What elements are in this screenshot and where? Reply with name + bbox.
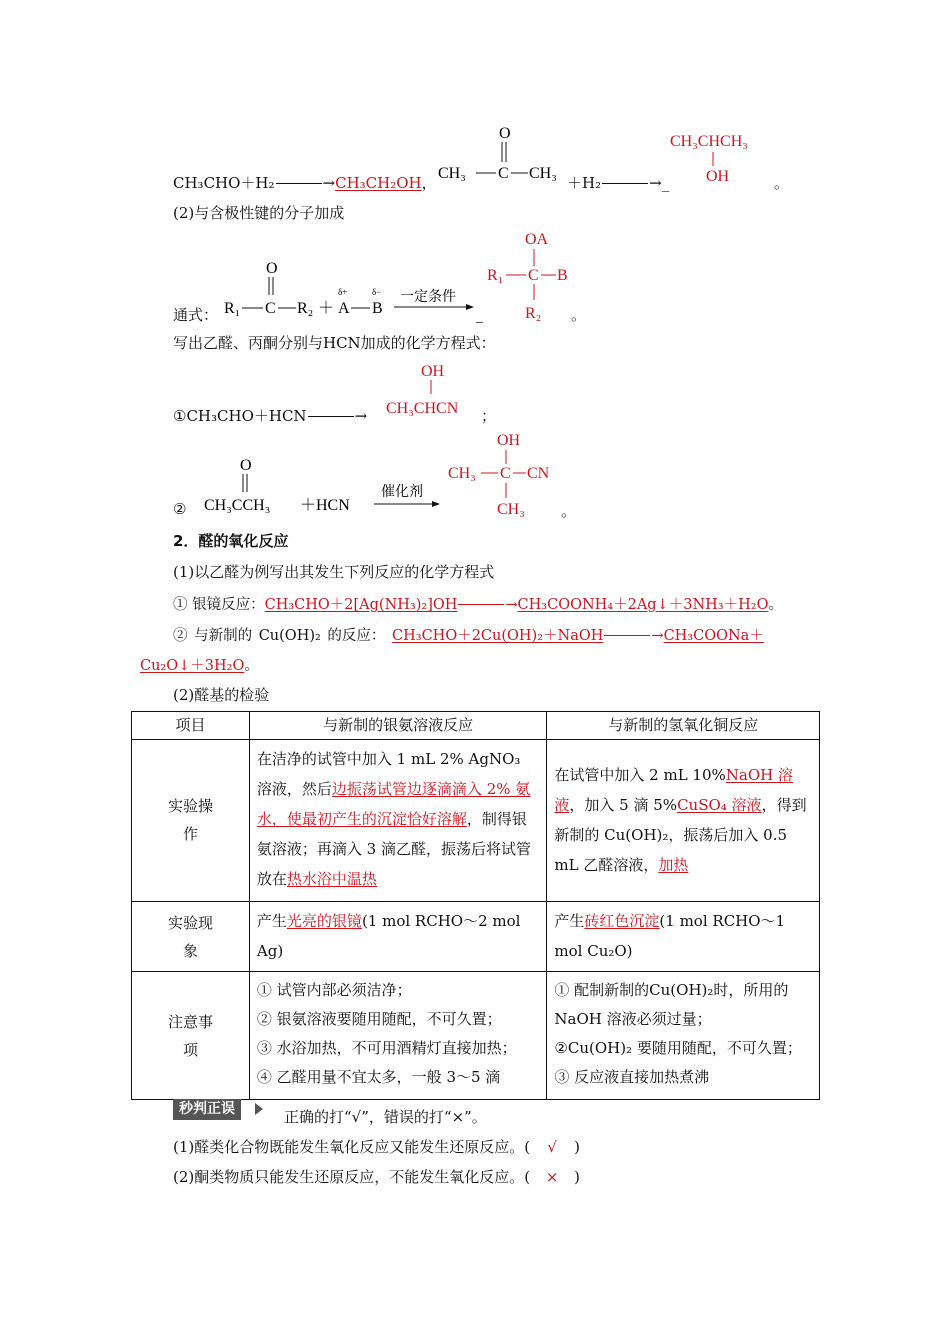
copper-phenomenon — [547, 901, 820, 971]
header-item: 项目 — [132, 712, 250, 740]
text: ，加入 5 滴 5% — [569, 796, 678, 815]
section-title: 2．醛的氧化反应 — [173, 532, 289, 550]
product-carbon: C — [528, 267, 539, 284]
cyanohydrin-b — [446, 428, 561, 520]
reaction-arrow — [602, 183, 648, 184]
table-header-row — [132, 712, 820, 740]
eq-a-product: CH₃CHCN — [386, 400, 459, 417]
eq-b-num: ② — [173, 500, 187, 518]
reaction-arrow — [458, 604, 504, 605]
judge-q1 — [173, 1136, 580, 1157]
reaction-arrow — [276, 183, 322, 184]
period: 。 — [561, 502, 577, 520]
text: (1 mol RCHO～2 mol Ag) — [256, 911, 521, 960]
product-r2: R₂ — [525, 305, 542, 322]
silver-eq-left: CH₃CHO＋2[Ag(NH₃)₂]OH — [264, 597, 458, 613]
answer-top: CH₃CHCH₃ — [670, 133, 748, 150]
reaction-arrow — [308, 416, 354, 417]
product-b: B — [557, 267, 568, 284]
copper-procedure — [547, 739, 820, 901]
ketone-oxygen: O — [499, 125, 511, 142]
text: 产生 — [256, 911, 287, 930]
answer-text: 热水浴中温热 — [286, 869, 377, 888]
answer-text: CuSO₄ 溶液 — [677, 796, 762, 815]
ketone-carbon: C — [498, 165, 509, 182]
note-item: ③ 反应液直接加热煮沸 — [554, 1068, 710, 1087]
isopropanol-answer — [668, 124, 788, 194]
general-label: 通式： — [173, 306, 219, 324]
ketone-right-ch3: CH₃ — [529, 165, 557, 182]
section-heading: (2)与含极性键的分子加成 — [173, 204, 345, 222]
answer-text: 边振荡试管边逐滴滴入 2% 氨水，使最初产生的沉淀恰好溶解 — [256, 779, 531, 828]
cu-eq-right: CH₃COONa＋ — [663, 628, 764, 644]
judge-q2 — [173, 1166, 580, 1187]
text: (1 mol RCHO～1 mol Cu₂O) — [554, 911, 786, 960]
comma: ， — [421, 174, 437, 192]
table-row — [132, 972, 820, 1100]
note-item: ① 试管内部必须洁净； — [256, 981, 412, 1000]
close-paren: ) — [574, 1138, 580, 1156]
eq1-left: CH₃CHO＋H₂ — [173, 174, 275, 192]
note-item: ③ 水浴加热，不可用酒精灯直接加热； — [256, 1039, 517, 1058]
silver-phenomenon — [249, 901, 546, 971]
eq-a-oh: OH — [421, 363, 445, 380]
cu-label: ② 与新制的 Cu(OH)₂ 的反应： — [173, 628, 386, 644]
text: ，得到新制的 Cu(OH)₂，振荡后加入 0.5 mL 乙醛溶液， — [554, 796, 807, 875]
cyanohydrin-a — [384, 358, 494, 422]
atom-a: A — [338, 300, 350, 317]
general-product — [484, 228, 587, 328]
acetone-hcn — [200, 452, 450, 522]
eq2-line: ＋H₂ →_ — [567, 174, 670, 192]
product-oa: OA — [525, 231, 549, 248]
row-label: 注意事项 — [132, 972, 250, 1100]
silver-procedure — [249, 739, 546, 901]
close-paren: ) — [574, 1168, 580, 1186]
eq1-answer: CH₃CH₂OH — [335, 174, 422, 192]
r2: R₂ — [297, 300, 314, 317]
period: 。 — [244, 658, 259, 674]
acetone-structure — [436, 122, 586, 202]
hcn-intro: 写出乙醛、丙酮分别与HCN加成的化学方程式： — [173, 334, 496, 352]
eq-b-ketone: CH₃CCH₃ — [204, 497, 271, 514]
text: 在洁净的试管中加入 1 mL 2% AgNO₃ 溶液，然后 — [256, 749, 521, 798]
answer-oh: OH — [706, 168, 730, 185]
cu-eq-line2: Cu₂O↓＋3H₂O — [140, 658, 245, 674]
period: 。 — [571, 306, 587, 324]
eq-b-ch3-left: CH₃ — [448, 465, 476, 482]
q1-answer: √ — [547, 1138, 557, 1156]
catalyst-label: 催化剂 — [381, 485, 423, 500]
svg-text:_: _ — [476, 310, 483, 325]
eq-b-ch3-bottom: CH₃ — [497, 501, 525, 518]
atom-b: B — [372, 300, 383, 317]
answer-text: 光亮的银镜 — [286, 911, 362, 930]
text: ，制得银氨溶液；再滴入 3 滴乙醛，振荡后将试管放在 — [256, 809, 531, 888]
cu-reaction-line2 — [140, 654, 259, 675]
header-copper: 与新制的氢氧化铜反应 — [547, 712, 820, 740]
note-item: ④ 乙醛用量不宜太多，一般 3～5 滴 — [256, 1068, 501, 1087]
q2-text: (2)酮类物质只能发生还原反应，不能发生氧化反应。( — [173, 1168, 531, 1186]
eq-b-oxygen: O — [240, 457, 252, 474]
eq-b-cn: CN — [527, 465, 550, 482]
eq-b-plus-hcn: ＋HCN — [300, 497, 350, 514]
header-silver: 与新制的银氨溶液反应 — [249, 712, 546, 740]
silver-eq-right: CH₃COONH₄＋2Ag↓＋3NH₃＋H₂O — [517, 597, 769, 613]
svg-text:＋: ＋ — [318, 300, 335, 317]
ketone-plus-h2: ＋H₂ — [567, 174, 602, 192]
aldehyde-test-table — [131, 711, 820, 1100]
sub-heading-1: (1)以乙醛为例写出其发生下列反应的化学方程式 — [173, 563, 495, 581]
carbonyl-carbon: C — [265, 300, 276, 317]
silver-notes — [249, 972, 546, 1100]
cu-reaction-line: ② 与新制的 Cu(OH)₂ 的反应： CH₃CHO＋2Cu(OH)₂＋NaOH →CH₃COONa＋ — [173, 628, 764, 644]
q2-answer: × — [545, 1168, 559, 1186]
hcn-eq-a: ①CH₃CHO＋HCN → — [173, 407, 368, 425]
note-item: ②Cu(OH)₂ 要随用随配，不可久置； — [554, 1039, 802, 1058]
carbonyl-oxygen: O — [266, 260, 278, 277]
silver-label: ① 银镜反应： — [173, 597, 265, 613]
semicolon: ； — [481, 407, 497, 425]
eq1-line: CH₃CHO＋H₂ →CH₃CH₂OH， — [173, 174, 437, 192]
eq-a-left: ①CH₃CHO＋HCN — [173, 407, 307, 425]
q1-text: (1)醛类化合物既能发生氧化反应又能发生还原反应。( — [173, 1138, 531, 1156]
delta-plus: δ+ — [338, 287, 348, 297]
r1: R₁ — [224, 300, 241, 317]
product-r1: R₁ — [487, 267, 504, 284]
answer-text: 砖红色沉淀 — [584, 911, 660, 930]
eq-b-oh: OH — [497, 432, 521, 449]
text: 产生 — [554, 911, 585, 930]
text: 在试管中加入 2 mL 10% — [554, 766, 726, 785]
sub-heading-2: (2)醛基的检验 — [173, 686, 270, 704]
judge-instruction: 正确的打“√”，错误的打“×”。 — [284, 1108, 487, 1126]
ketone-left-ch3: CH₃ — [438, 165, 466, 182]
copper-notes — [547, 972, 820, 1100]
answer-text: 加热 — [658, 856, 689, 875]
delta-minus: δ− — [372, 287, 382, 297]
note-item: ① 配制新制的Cu(OH)₂时，所用的 NaOH 溶液必须过量； — [554, 981, 789, 1029]
judge-badge: 秒判正误 — [173, 1099, 241, 1120]
silver-mirror-line: ① 银镜反应：CH₃CHO＋2[Ag(NH₃)₂]OH →CH₃COONH₄＋2Ag↓＋3NH₃＋H₂O。 — [173, 597, 783, 613]
period: 。 — [774, 174, 790, 192]
reaction-arrow — [604, 635, 650, 636]
answer-text: NaOH 溶液 — [554, 766, 793, 815]
period: 。 — [768, 597, 783, 613]
row-label: 实验现象 — [132, 901, 250, 971]
condition-label: 一定条件 — [400, 290, 456, 305]
table-row — [132, 739, 820, 901]
note-item: ② 银氨溶液要随用随配，不可久置； — [256, 1010, 502, 1029]
badge-arrow-icon — [255, 1103, 263, 1115]
cu-eq-left: CH₃CHO＋2Cu(OH)₂＋NaOH — [392, 628, 604, 644]
table-row — [132, 901, 820, 971]
eq-b-carbon: C — [500, 465, 511, 482]
row-label: 实验操作 — [132, 739, 250, 901]
